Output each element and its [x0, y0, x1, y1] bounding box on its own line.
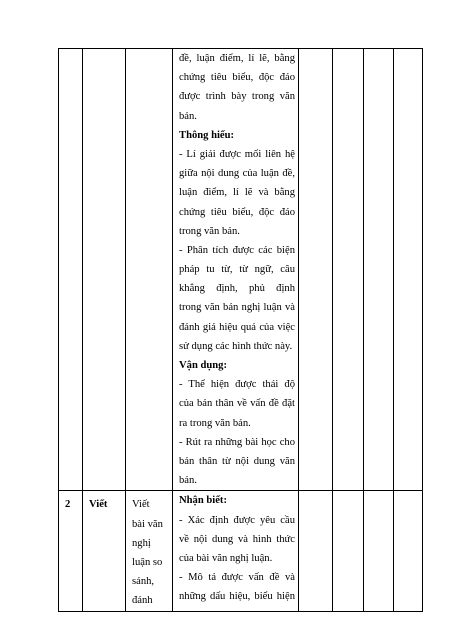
table-row: [59, 491, 423, 611]
description-line: của bài văn nghị luận.: [179, 553, 273, 564]
skill-cell: [83, 49, 126, 491]
description-line: - Lí giải được mối liên hệ: [179, 148, 295, 160]
description-line: đề, luận điểm, lí lẽ, bằng: [179, 53, 295, 64]
description-line: ra trong văn bản.: [179, 417, 251, 429]
unit-cell: [126, 491, 173, 611]
unit-line: nghị: [132, 537, 151, 549]
description-line: của bản thân về vấn đề đặt: [179, 398, 295, 410]
description-cell: [173, 491, 299, 611]
description-line: - Phân tích được các biện: [179, 244, 295, 256]
level-cell-2: [333, 49, 364, 491]
unit-line: luận so: [132, 557, 163, 569]
description-line: được trình bày trong văn: [179, 91, 295, 103]
unit-line: Viết: [132, 499, 150, 511]
table-row: [59, 49, 423, 491]
description-line: - Rút ra những bài học cho: [179, 436, 295, 448]
description-line: về nội dung và hình thức: [179, 533, 295, 545]
description-line: - Mô tả được vấn đề và: [179, 572, 295, 584]
description-line: đánh giá hiệu quả của việc: [179, 321, 295, 333]
description-line: giữa nội dung của luận đề,: [179, 168, 295, 180]
level-cell-4: [394, 49, 423, 491]
level-cell-3: [364, 49, 394, 491]
description-line: bản thân từ nội dung văn: [179, 456, 295, 468]
description-line: bản.: [179, 475, 197, 487]
unit-line: đánh: [132, 595, 153, 607]
description-line: bản.: [179, 110, 197, 122]
level-cell-1: [299, 49, 333, 491]
description-line: trong văn bản.: [179, 225, 240, 237]
description-line: luận điểm, lí lẽ và bằng: [179, 187, 295, 199]
level-cell-2: [333, 491, 364, 611]
description-line: pháp tu từ, từ ngữ, câu: [179, 264, 295, 276]
level-cell-1: [299, 491, 333, 611]
specification-table: [58, 48, 423, 612]
number-cell: [59, 49, 83, 491]
description-line: - Thể hiện được thái độ: [179, 379, 295, 391]
section-heading: Nhận biết:: [179, 495, 227, 507]
level-cell-3: [364, 491, 394, 611]
section-heading: Thông hiểu:: [179, 129, 235, 141]
description-line: chứng tiêu biểu, độc đáo: [179, 72, 295, 84]
unit-line: sánh,: [132, 576, 155, 588]
section-heading: Vận dụng:: [179, 360, 227, 372]
description-line: - Xác định được yêu cầu: [179, 514, 295, 526]
description-line: sử dụng các hình thức này.: [179, 340, 293, 352]
unit-lines: [132, 495, 168, 610]
description-lines: [179, 49, 295, 490]
description-line: chứng tiêu biểu, độc đáo: [179, 206, 295, 218]
description-cell: [173, 49, 299, 491]
unit-cell: [126, 49, 173, 491]
description-line: khẳng định, phủ định: [179, 283, 295, 295]
skill-cell: Viết: [83, 491, 126, 611]
description-line: trong văn bản nghị luận và: [179, 302, 295, 314]
unit-line: bài văn: [132, 518, 163, 530]
level-cell-4: [394, 491, 423, 611]
description-line: những dấu hiệu, biểu hiện: [179, 591, 295, 603]
description-lines: [179, 491, 295, 606]
number-cell: 2: [59, 491, 83, 611]
